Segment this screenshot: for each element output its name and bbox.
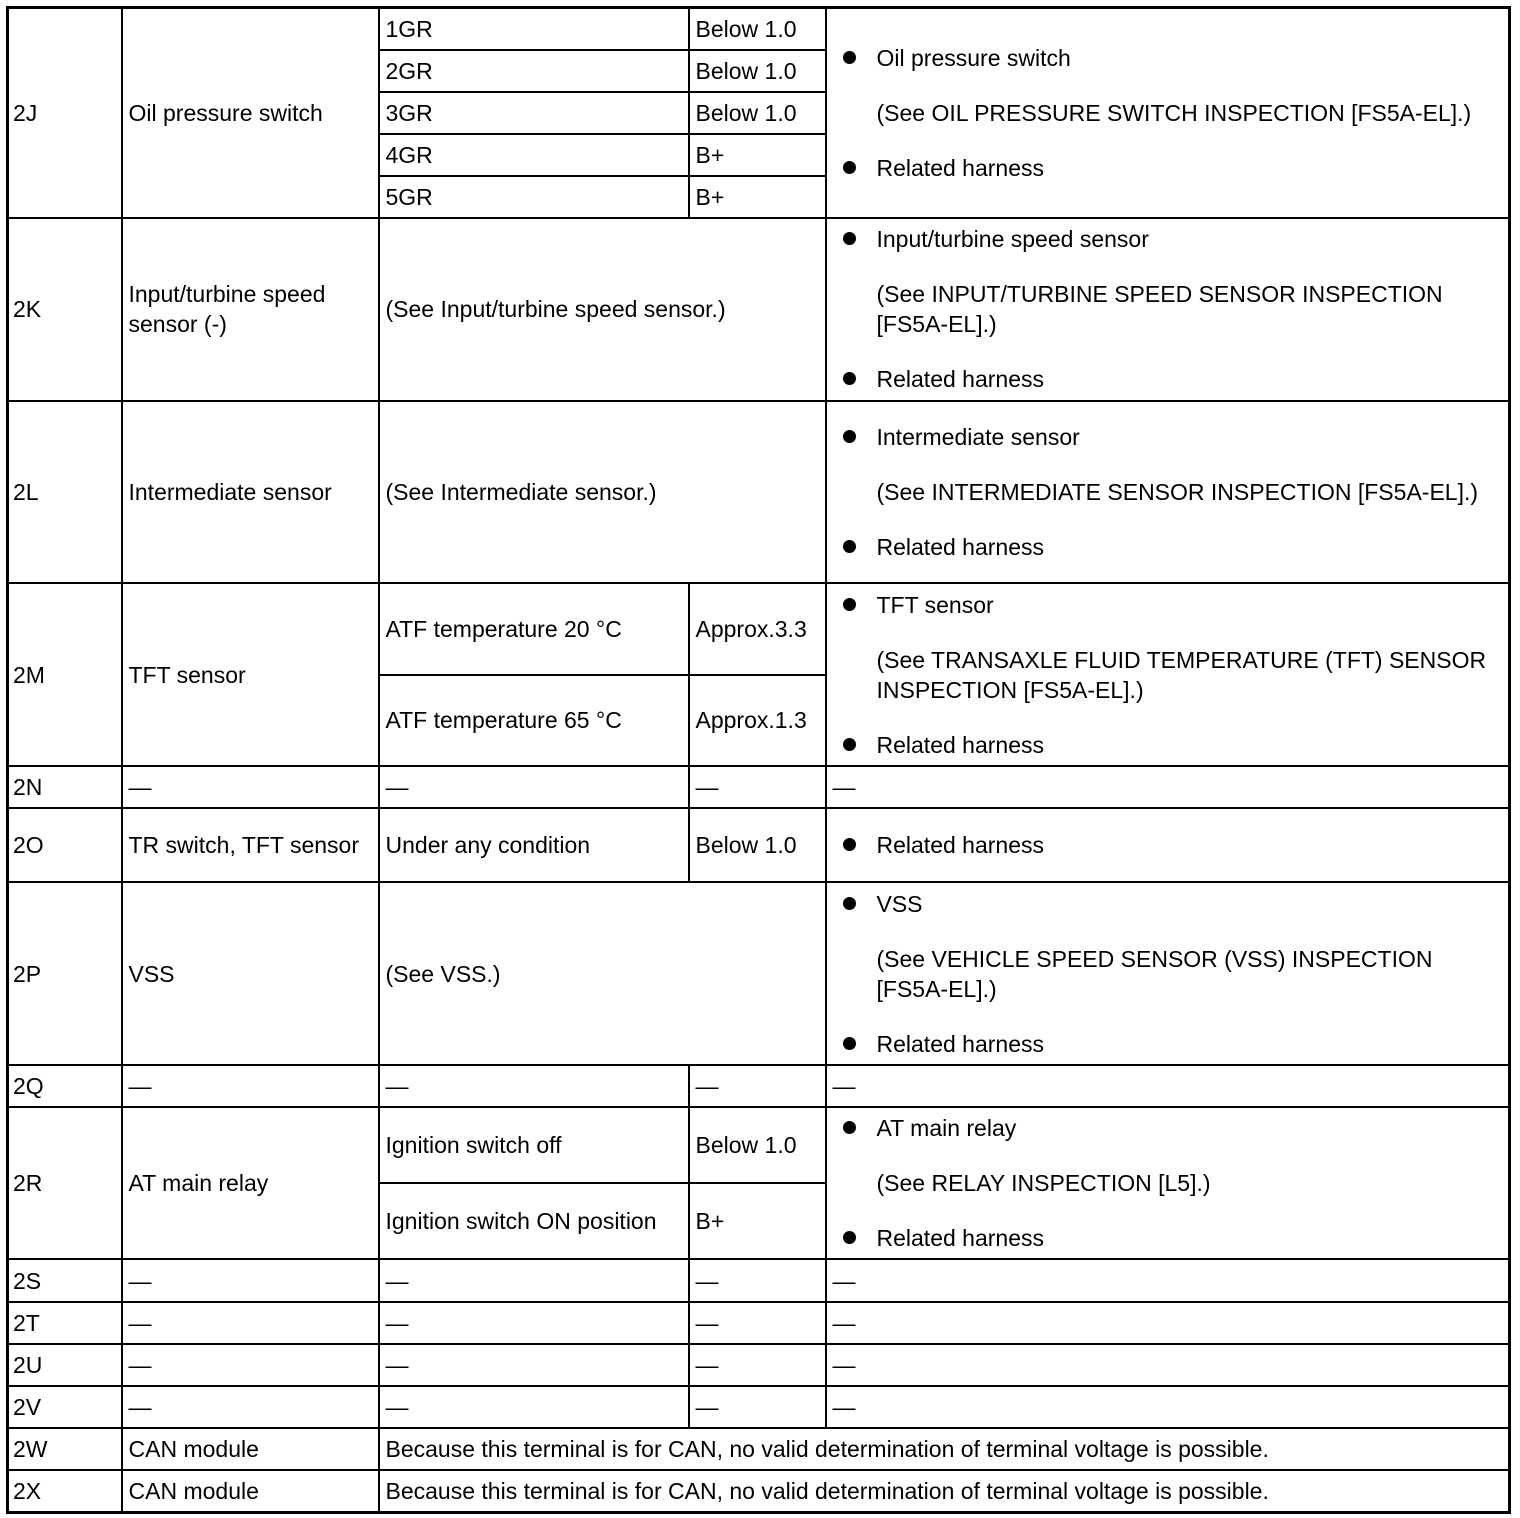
terminal-cell: 2T — [8, 1302, 122, 1344]
table-row — [8, 583, 1510, 674]
inspection-cell — [826, 808, 1510, 882]
inspection-item: Related harness — [877, 830, 1503, 860]
connected-to-cell: — — [122, 1065, 379, 1107]
voltage-cell: Below 1.0 — [689, 50, 826, 92]
terminal-voltage-table — [6, 6, 1511, 1514]
bullet-icon — [843, 232, 856, 245]
terminal-cell: 2S — [8, 1259, 122, 1301]
inspection-cell — [826, 401, 1510, 584]
condition-cell: 2GR — [379, 50, 689, 92]
bullet-icon — [843, 1231, 856, 1244]
voltage-cell: B+ — [689, 134, 826, 176]
inspection-cell — [826, 8, 1510, 219]
terminal-cell: 2W — [8, 1428, 122, 1470]
inspection-item: Input/turbine speed sensor (See INPUT/TURBINE SPEED SENSOR INSPECTION [FS5A-EL].) — [877, 224, 1503, 339]
inspection-reference: (See INTERMEDIATE SENSOR INSPECTION [FS5A-EL].) — [876, 479, 1479, 506]
condition-cell: Ignition switch ON position — [379, 1183, 689, 1259]
condition-cell: — — [379, 1259, 689, 1301]
inspection-cell: — — [826, 1065, 1510, 1107]
table-row — [8, 8, 1510, 50]
table-row — [8, 1386, 1510, 1428]
voltage-cell: Below 1.0 — [689, 808, 826, 882]
voltage-cell: Below 1.0 — [689, 92, 826, 134]
bullet-icon — [843, 838, 856, 851]
bullet-icon — [843, 1037, 856, 1050]
inspection-item: TFT sensor (See TRANSAXLE FLUID TEMPERATURE (TFT) SENSOR INSPECTION [FS5A-EL].) — [877, 590, 1503, 705]
inspection-cell: — — [826, 1386, 1510, 1428]
connected-to-cell: — — [122, 1259, 379, 1301]
connected-to-cell: — — [122, 1344, 379, 1386]
terminal-cell: 2L — [8, 401, 122, 584]
condition-cell: 4GR — [379, 134, 689, 176]
terminal-cell: 2U — [8, 1344, 122, 1386]
inspection-cell: — — [826, 1259, 1510, 1301]
voltage-cell: — — [689, 1259, 826, 1301]
inspection-reference: (See INPUT/TURBINE SPEED SENSOR INSPECTION [FS5A-EL].) — [876, 281, 1443, 338]
condition-cell: (See Intermediate sensor.) — [379, 401, 826, 584]
terminal-cell: 2R — [8, 1107, 122, 1260]
voltage-cell: — — [689, 1302, 826, 1344]
bullet-icon — [843, 598, 856, 611]
connected-to-cell: — — [122, 1386, 379, 1428]
condition-cell: — — [379, 1065, 689, 1107]
voltage-cell: — — [689, 1344, 826, 1386]
terminal-cell: 2J — [8, 8, 122, 219]
connected-to-cell: AT main relay — [122, 1107, 379, 1260]
terminal-cell: 2V — [8, 1386, 122, 1428]
condition-cell: 5GR — [379, 176, 689, 218]
voltage-cell: Below 1.0 — [689, 1107, 826, 1183]
terminal-cell: 2M — [8, 583, 122, 766]
voltage-cell: B+ — [689, 1183, 826, 1259]
table-row — [8, 1302, 1510, 1344]
condition-cell: Ignition switch off — [379, 1107, 689, 1183]
table-row — [8, 1107, 1510, 1183]
inspection-item: AT main relay (See RELAY INSPECTION [L5].) — [877, 1113, 1503, 1198]
bullet-icon — [843, 738, 856, 751]
voltage-cell: Approx.1.3 — [689, 675, 826, 766]
table-row — [8, 882, 1510, 1065]
inspection-reference: (See TRANSAXLE FLUID TEMPERATURE (TFT) SENSOR INSPECTION [FS5A-EL].) — [876, 646, 1487, 703]
voltage-cell: — — [689, 1386, 826, 1428]
connected-to-cell: — — [122, 766, 379, 808]
inspection-item: Related harness — [877, 1223, 1503, 1253]
table-row — [8, 1428, 1510, 1470]
inspection-reference: (See VEHICLE SPEED SENSOR (VSS) INSPECTION [FS5A-EL].) — [876, 945, 1433, 1002]
inspection-cell — [826, 583, 1510, 766]
voltage-cell: Approx.3.3 — [689, 583, 826, 674]
condition-cell: (See VSS.) — [379, 882, 826, 1065]
table-row — [8, 1470, 1510, 1512]
table-row — [8, 401, 1510, 584]
inspection-item: Related harness — [877, 730, 1503, 760]
inspection-reference: (See OIL PRESSURE SWITCH INSPECTION [FS5A-EL].) — [876, 100, 1472, 127]
terminal-cell: 2O — [8, 808, 122, 882]
condition-cell: — — [379, 766, 689, 808]
terminal-cell: 2N — [8, 766, 122, 808]
connected-to-cell: CAN module — [122, 1470, 379, 1512]
condition-cell: — — [379, 1302, 689, 1344]
inspection-item: Oil pressure switch (See OIL PRESSURE SWITCH INSPECTION [FS5A-EL].) — [877, 43, 1503, 128]
inspection-item: Intermediate sensor (See INTERMEDIATE SENSOR INSPECTION [FS5A-EL].) — [877, 422, 1503, 507]
inspection-cell — [826, 218, 1510, 401]
condition-cell: ATF temperature 20 °C — [379, 583, 689, 674]
bullet-icon — [843, 1121, 856, 1134]
inspection-cell — [826, 1107, 1510, 1260]
connected-to-cell: CAN module — [122, 1428, 379, 1470]
table-row — [8, 808, 1510, 882]
bullet-icon — [843, 372, 856, 385]
inspection-item: Related harness — [877, 364, 1503, 394]
connected-to-cell: VSS — [122, 882, 379, 1065]
note-cell: Because this terminal is for CAN, no valid determination of terminal voltage is possible. — [379, 1428, 1510, 1470]
inspection-item: Related harness — [877, 153, 1503, 183]
table-row — [8, 1065, 1510, 1107]
inspection-cell: — — [826, 1344, 1510, 1386]
condition-cell: — — [379, 1344, 689, 1386]
connected-to-cell: — — [122, 1302, 379, 1344]
connected-to-cell: Input/turbine speed sensor (-) — [122, 218, 379, 401]
inspection-reference: (See RELAY INSPECTION [L5].) — [876, 1170, 1211, 1197]
voltage-cell: B+ — [689, 176, 826, 218]
table-row — [8, 766, 1510, 808]
inspection-item: VSS (See VEHICLE SPEED SENSOR (VSS) INSPECTION [FS5A-EL].) — [877, 889, 1503, 1004]
connected-to-cell: TFT sensor — [122, 583, 379, 766]
inspection-item: Related harness — [877, 1029, 1503, 1059]
bullet-icon — [843, 51, 856, 64]
inspection-cell — [826, 882, 1510, 1065]
table-row — [8, 218, 1510, 401]
condition-cell: 1GR — [379, 8, 689, 50]
terminal-cell: 2P — [8, 882, 122, 1065]
condition-cell: — — [379, 1386, 689, 1428]
inspection-cell: — — [826, 1302, 1510, 1344]
table-row — [8, 1259, 1510, 1301]
table-row — [8, 1344, 1510, 1386]
voltage-cell: — — [689, 1065, 826, 1107]
bullet-icon — [843, 430, 856, 443]
terminal-cell: 2Q — [8, 1065, 122, 1107]
connected-to-cell: TR switch, TFT sensor — [122, 808, 379, 882]
inspection-item: Related harness — [877, 532, 1503, 562]
note-cell: Because this terminal is for CAN, no valid determination of terminal voltage is possible. — [379, 1470, 1510, 1512]
bullet-icon — [843, 897, 856, 910]
condition-cell: 3GR — [379, 92, 689, 134]
voltage-cell: — — [689, 766, 826, 808]
connected-to-cell: Oil pressure switch — [122, 8, 379, 219]
condition-cell: ATF temperature 65 °C — [379, 675, 689, 766]
inspection-cell: — — [826, 766, 1510, 808]
bullet-icon — [843, 161, 856, 174]
bullet-icon — [843, 540, 856, 553]
connected-to-cell: Intermediate sensor — [122, 401, 379, 584]
condition-cell: Under any condition — [379, 808, 689, 882]
terminal-cell: 2X — [8, 1470, 122, 1512]
voltage-cell: Below 1.0 — [689, 8, 826, 50]
condition-cell: (See Input/turbine speed sensor.) — [379, 218, 826, 401]
terminal-cell: 2K — [8, 218, 122, 401]
